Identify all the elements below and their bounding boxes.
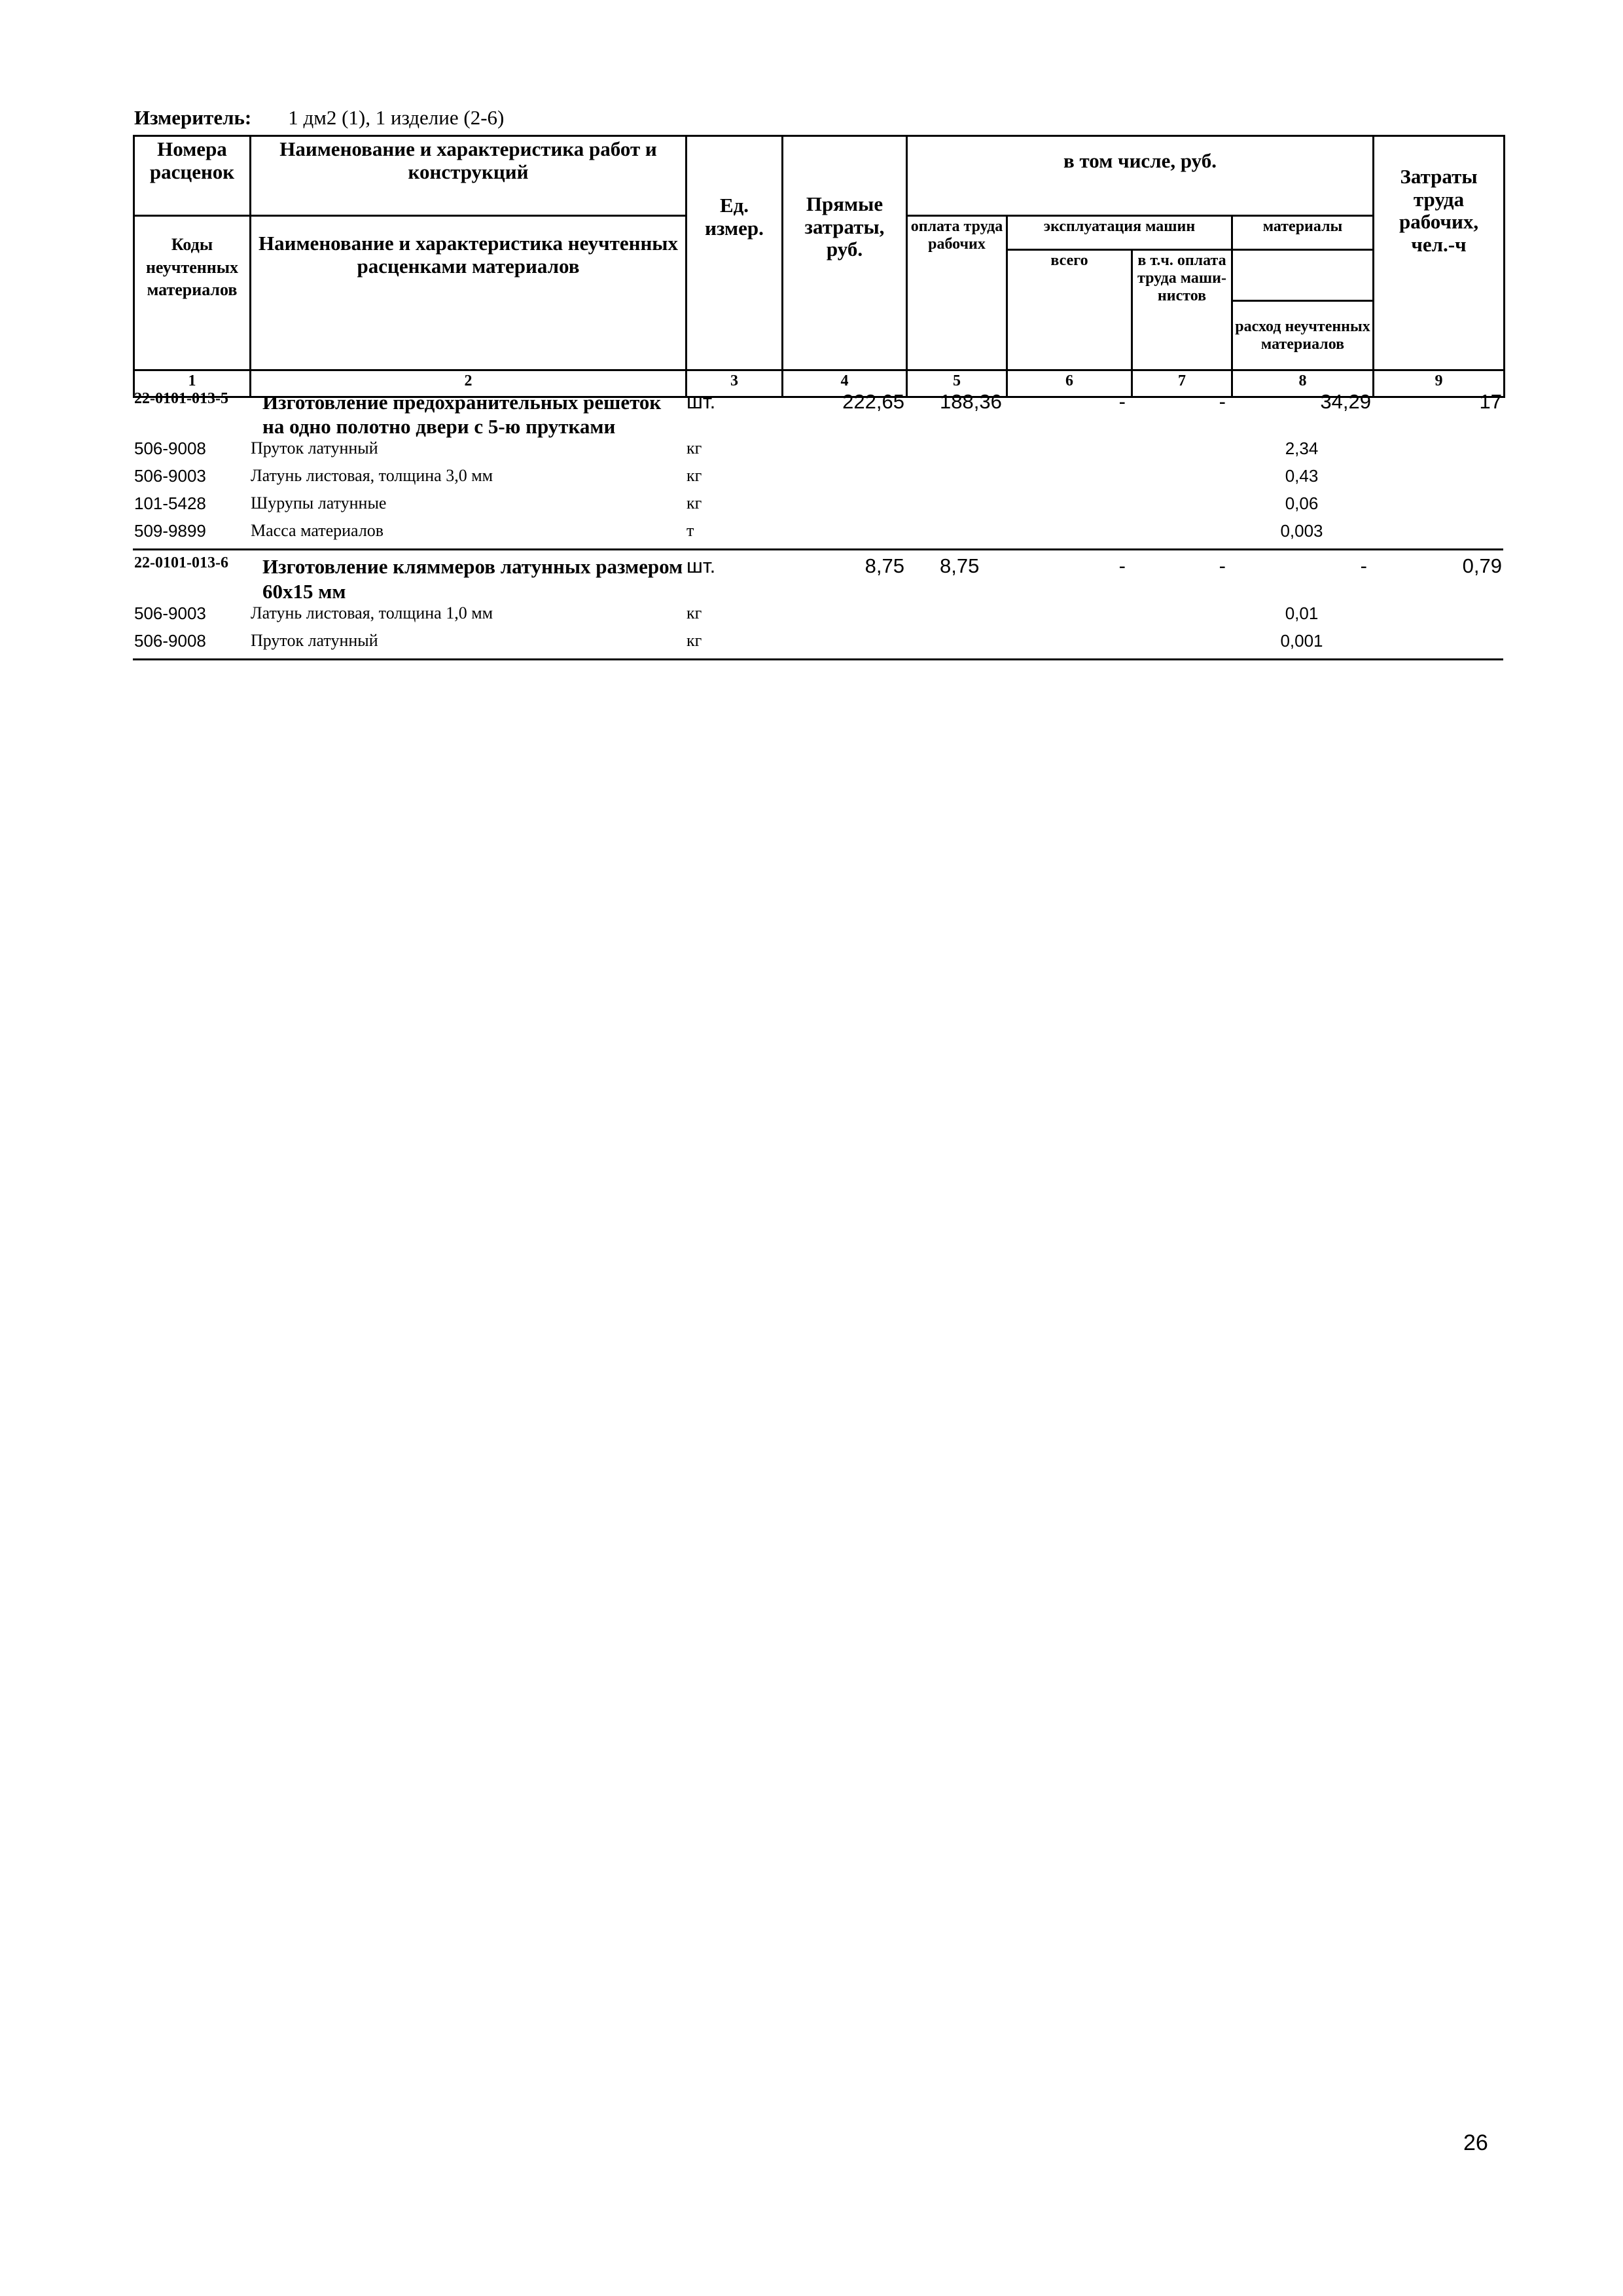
material-unit: кг — [685, 631, 781, 660]
material-qty: 0,06 — [1285, 493, 1319, 514]
hdr-unaccounted-materials: расход неучтенных материалов — [1232, 301, 1374, 370]
material-name: Латунь листовая, толщина 1,0 мм — [251, 603, 493, 622]
rate-code: 22-0101-013-5 — [134, 390, 228, 407]
col-num-2: 2 — [251, 370, 687, 397]
col-num-8: 8 — [1232, 370, 1374, 397]
measure-label: Измеритель: — [134, 106, 252, 129]
col-num-9: 9 — [1374, 370, 1505, 397]
hdr-col2-bottom: Наименование и характеристика неучтенных расценками материалов — [251, 216, 687, 370]
labor-cost: 8,75 — [940, 554, 980, 578]
machines-cost: - — [1118, 390, 1126, 413]
table-body — [133, 386, 1503, 660]
list-item — [133, 631, 1503, 660]
material-qty: 0,43 — [1285, 466, 1319, 486]
col-num-5: 5 — [907, 370, 1007, 397]
col-num-4: 4 — [783, 370, 907, 397]
list-item — [133, 493, 1503, 521]
hdr-col1-top: Номера расценок — [134, 136, 251, 216]
labor-hours: 17 — [1479, 390, 1502, 413]
material-name: Латунь листовая, толщина 3,0 мм — [251, 466, 493, 486]
table-header — [133, 135, 1505, 398]
material-qty: 0,01 — [1285, 603, 1319, 623]
material-name: Пруток латунный — [249, 631, 685, 660]
material-unit: кг — [687, 466, 702, 486]
material-unit: кг — [687, 603, 702, 622]
material-code: 506-9008 — [134, 439, 206, 459]
work-unit: шт. — [687, 390, 716, 413]
hdr-including: в том числе, руб. — [907, 136, 1374, 216]
page-number: 26 — [1463, 2130, 1488, 2155]
material-qty: 2,34 — [1285, 439, 1319, 459]
direct-cost: 222,65 — [842, 390, 904, 413]
list-item — [133, 603, 1503, 631]
list-item — [133, 521, 1503, 550]
col-num-6: 6 — [1007, 370, 1132, 397]
materials-cost: - — [1360, 554, 1367, 578]
material-code: 509-9899 — [133, 521, 249, 550]
material-unit: кг — [687, 493, 702, 513]
labor-hours: 0,79 — [1462, 554, 1502, 578]
material-name: Пруток латунный — [251, 439, 378, 458]
hdr-materials: материалы — [1232, 216, 1374, 250]
material-name: Шурупы латунные — [251, 493, 387, 513]
work-name: Изготовление предохранительных решеток на одно полотно двери с 5-ю прутками — [262, 391, 662, 439]
material-unit: кг — [687, 439, 702, 458]
materials-cost: 34,29 — [1320, 390, 1371, 413]
machinists-cost: - — [1219, 390, 1226, 413]
work-name: Изготовление кляммеров латунных размером 60х15 мм — [262, 555, 683, 603]
direct-cost: 8,75 — [865, 554, 904, 578]
machinists-cost: - — [1219, 554, 1226, 578]
col-num-3: 3 — [687, 370, 783, 397]
material-code: 506-9003 — [134, 466, 206, 486]
material-unit: т — [685, 521, 781, 550]
labor-cost: 188,36 — [940, 390, 1002, 413]
material-code: 101-5428 — [134, 493, 206, 514]
hdr-machines: эксплуатация машин — [1007, 216, 1232, 250]
col-num-7: 7 — [1132, 370, 1232, 397]
hdr-labor-hours: Затраты труда рабочих, чел.-ч — [1374, 136, 1505, 370]
col-num-1: 1 — [134, 370, 251, 397]
hdr-machinists-pay: в т.ч. оплата труда маши-нистов — [1132, 250, 1232, 370]
machines-cost: - — [1118, 554, 1126, 578]
material-qty: 0,003 — [1231, 521, 1372, 550]
table-row — [133, 386, 1503, 439]
work-unit: шт. — [687, 554, 716, 578]
hdr-col2-top: Наименование и характеристика работ и конструкций — [251, 136, 687, 216]
hdr-direct: Прямые затраты, руб. — [783, 136, 907, 370]
hdr-col1-bottom: Коды неучтенных материалов — [134, 216, 251, 370]
table-row — [133, 550, 1503, 603]
material-code: 506-9003 — [134, 603, 206, 623]
hdr-unit: Ед. измер. — [687, 136, 783, 370]
list-item — [133, 466, 1503, 493]
hdr-machines-total: всего — [1007, 250, 1132, 370]
material-code: 506-9008 — [133, 631, 249, 660]
measure-value: 1 дм2 (1), 1 изделие (2-6) — [288, 106, 505, 129]
list-item — [133, 439, 1503, 466]
measure-line — [134, 106, 504, 130]
material-name: Масса материалов — [249, 521, 685, 550]
rate-code: 22-0101-013-6 — [134, 554, 228, 572]
hdr-worker-pay: оплата труда рабочих — [907, 216, 1007, 370]
hdr-materials-spacer — [1232, 250, 1374, 301]
material-qty: 0,001 — [1231, 631, 1372, 660]
